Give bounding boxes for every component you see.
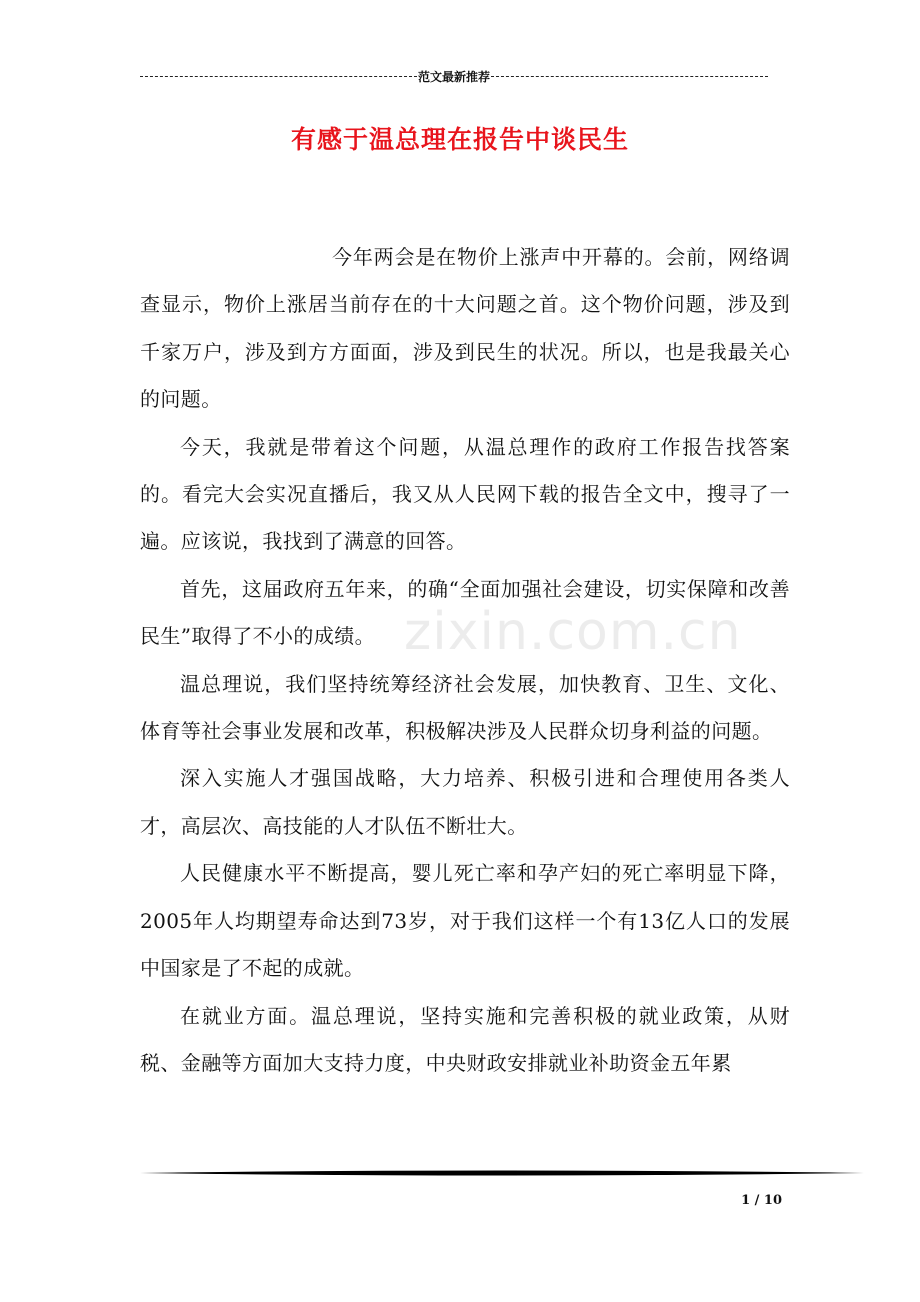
- paragraph: 首先，这届政府五年来，的确“全面加强社会建设，切实保障和改善民生”取得了不小的成绩。: [140, 576, 790, 649]
- paragraph: 今天，我就是带着这个问题，从温总理作的政府工作报告找答案的。看完大会实况直播后，我又从人民网下载的报告全文中，搜寻了一遍。应该说，我找到了满意的回答。: [140, 434, 790, 554]
- page-header: [140, 66, 768, 86]
- watermark: zixin.com.cn: [404, 602, 742, 662]
- footer-divider: [140, 1169, 864, 1177]
- paragraph: 人民健康水平不断提高，婴儿死亡率和孕产妇的死亡率明显下降，2005年人均期望寿命达到73岁，对于我们这样一个有13亿人口的发展中国家是了不起的成就。: [140, 861, 790, 981]
- header-dash-right: [491, 76, 768, 77]
- header-label: 范文最新推荐: [418, 69, 491, 84]
- document-title: 有感于温总理在报告中谈民生: [290, 125, 629, 154]
- paragraph: 今年两会是在物价上涨声中开幕的。会前，网络调查显示，物价上涨居当前存在的十大问题之首。这个物价问题，涉及到千家万户，涉及到方方面面，涉及到民生的状况。所以，也是我最关心的问题。: [140, 245, 790, 412]
- paragraph: 温总理说，我们坚持统筹经济社会发展，加快教育、卫生、文化、体育等社会事业发展和改革，积极解决涉及人民群众切身利益的问题。: [140, 671, 790, 744]
- page-number: 1 / 10: [741, 1193, 782, 1208]
- document-body: [140, 234, 790, 1087]
- paragraph: 在就业方面。温总理说，坚持实施和完善积极的就业政策，从财税、金融等方面加大支持力度，中央财政安排就业补助资金五年累: [140, 1003, 790, 1075]
- header-dash-left: [140, 76, 417, 77]
- paragraph: 深入实施人才强国战略，大力培养、积极引进和合理使用各类人才，高层次、高技能的人才队伍不断壮大。: [140, 766, 790, 838]
